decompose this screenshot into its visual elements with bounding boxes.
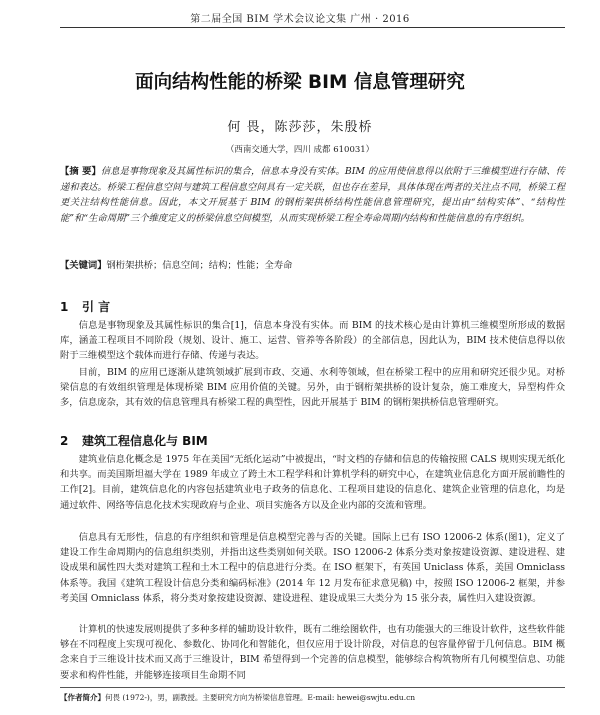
keywords-text: 钢桁架拱桥；信息空间；结构；性能；全寿命 (106, 260, 293, 271)
running-header: 第二届全国 BIM 学术会议论文集 广州 · 2016 (190, 14, 410, 25)
paragraph: 信息是事物现象及其属性标识的集合[1]，信息本身没有实体。而 BIM 的技术核心是由计算机三维模型所形成的数据库，涵盖工程项目不同阶段（规划、设计、施工、运营、管养等各阶段）的全部信息，因此认为，BIM 技术使信息得以依附于三维模型这个载体而进行存储、传递与表达。 (60, 320, 565, 362)
section-heading (60, 298, 110, 315)
footnote (60, 692, 565, 703)
section-title: 引 言 (82, 300, 111, 314)
paragraph: 目前，BIM 的应用已逐渐从建筑领域扩展到市政、交通、水利等领域，但在桥梁工程中的应用和研究还很少见。对桥梁信息的有效组织管理是体现桥梁 BIM 应用价值的关键。另外，由于钢桁架拱桥的设计复杂，施工难度大，异型构件众多，信息庞杂，其有效的信息管理具有桥梁工程的典型性，因此开展基于 BIM 的钢桁架拱桥信息管理研究。 (60, 367, 565, 409)
paragraph: 计算机的快速发展则提供了多种多样的辅助设计软件，既有二维绘图软件，也有功能强大的三维设计软件，这些软件能够在不同程度上实现可视化、参数化、协同化和智能化，但仅应用于设计阶段，对信息的包容量停留于几何信息。BIM 概念来自于三维设计技术而又高于三维设计，BIM 希望得到一个完善的信息模型，能够综合构筑物所有几何模型信息、功能要求和构件性能，并能够连接项目生命期不同 (60, 624, 565, 681)
section-number: 2 (60, 434, 69, 448)
abstract (60, 164, 565, 226)
paragraph: 建筑业信息化概念是 1975 年在美国“无纸化运动”中被提出，“时文档的存储和信息的传输按照 CALS 规则实现无纸化和共享。而美国斯坦福大学在 1989 年成立了跨土木工程学科和计算机学科的研究中心，在建筑业信息化方面开展前瞻性的工作[2]。目前，建筑信息化的内容包括建筑业电子政务的信息化、工程项目建设的信息化、建筑企业管理的信息化，均是通过软件、网络等信息化技术实现政府与企业、项目实施各方以及企业内部的交流和管理。 (60, 454, 565, 511)
section-heading (60, 432, 208, 449)
section-number: 1 (60, 300, 69, 314)
affiliation: （西南交通大学，四川 成都 610031） (225, 145, 375, 155)
keywords (60, 258, 565, 273)
section-title: 建筑工程信息化与 BIM (82, 434, 208, 448)
keywords-label: 【关键词】 (60, 260, 107, 271)
footnote-rule (60, 687, 565, 688)
paper-title: 面向结构性能的桥梁 BIM 信息管理研究 (135, 72, 465, 93)
header-rule (60, 27, 565, 28)
footnote-text: 何畏 (1972-)，男，副教授。主要研究方向为桥梁信息管理。E-mail: hewei@swjtu.edu.cn (105, 693, 416, 702)
abstract-label: 【摘 要】 (60, 166, 101, 177)
authors: 何 畏，陈莎莎，朱殷桥 (227, 120, 373, 135)
abstract-text: 信息是事物现象及其属性标识的集合，信息本身没有实体。BIM 的应用使信息得以依附于三维模型进行存储、传递和表达。桥梁工程信息空间与建筑工程信息空间具有一定关联，但也存在差异，具体体现在两者的关注点不同，桥梁工程更关注结构性能信息。因此，本文开展基于 BIM 的钢桁架拱桥结构性能信息管理研究，提出由“结构实体”、“结构性能”和“生命周期”三个维度定义的桥梁信息空间模型，从而实现桥梁工程全寿命周期内结构和性能信息的有序组织。 (60, 166, 565, 224)
footnote-label: 【作者简介】 (60, 693, 105, 702)
paragraph: 信息具有无形性，信息的有序组织和管理是信息模型完善与否的关键。国际上已有 ISO 12006-2 体系(图1)，定义了建设工作生命周期内的信息组织类别，并指出这些类别如何关联。ISO 12006-2 体系分类对象按建设资源、建设进程、建设成果和属性四大类对建筑工程和土木工程中的信息进行分类。在 ISO 框架下，有英国 Uniclass 体系，美国 Omniclass 体系等。我国《建筑工程设计信息分类和编码标准》(2014 年 12 月发布征求意见稿) 中，按照 ISO 12006-2 框架，并参考美国 Omniclass 体系，将分类对象按建设资源、建设进程、建设成果三大类分为 15 张分表，属性归入建设资源。 (60, 532, 565, 604)
